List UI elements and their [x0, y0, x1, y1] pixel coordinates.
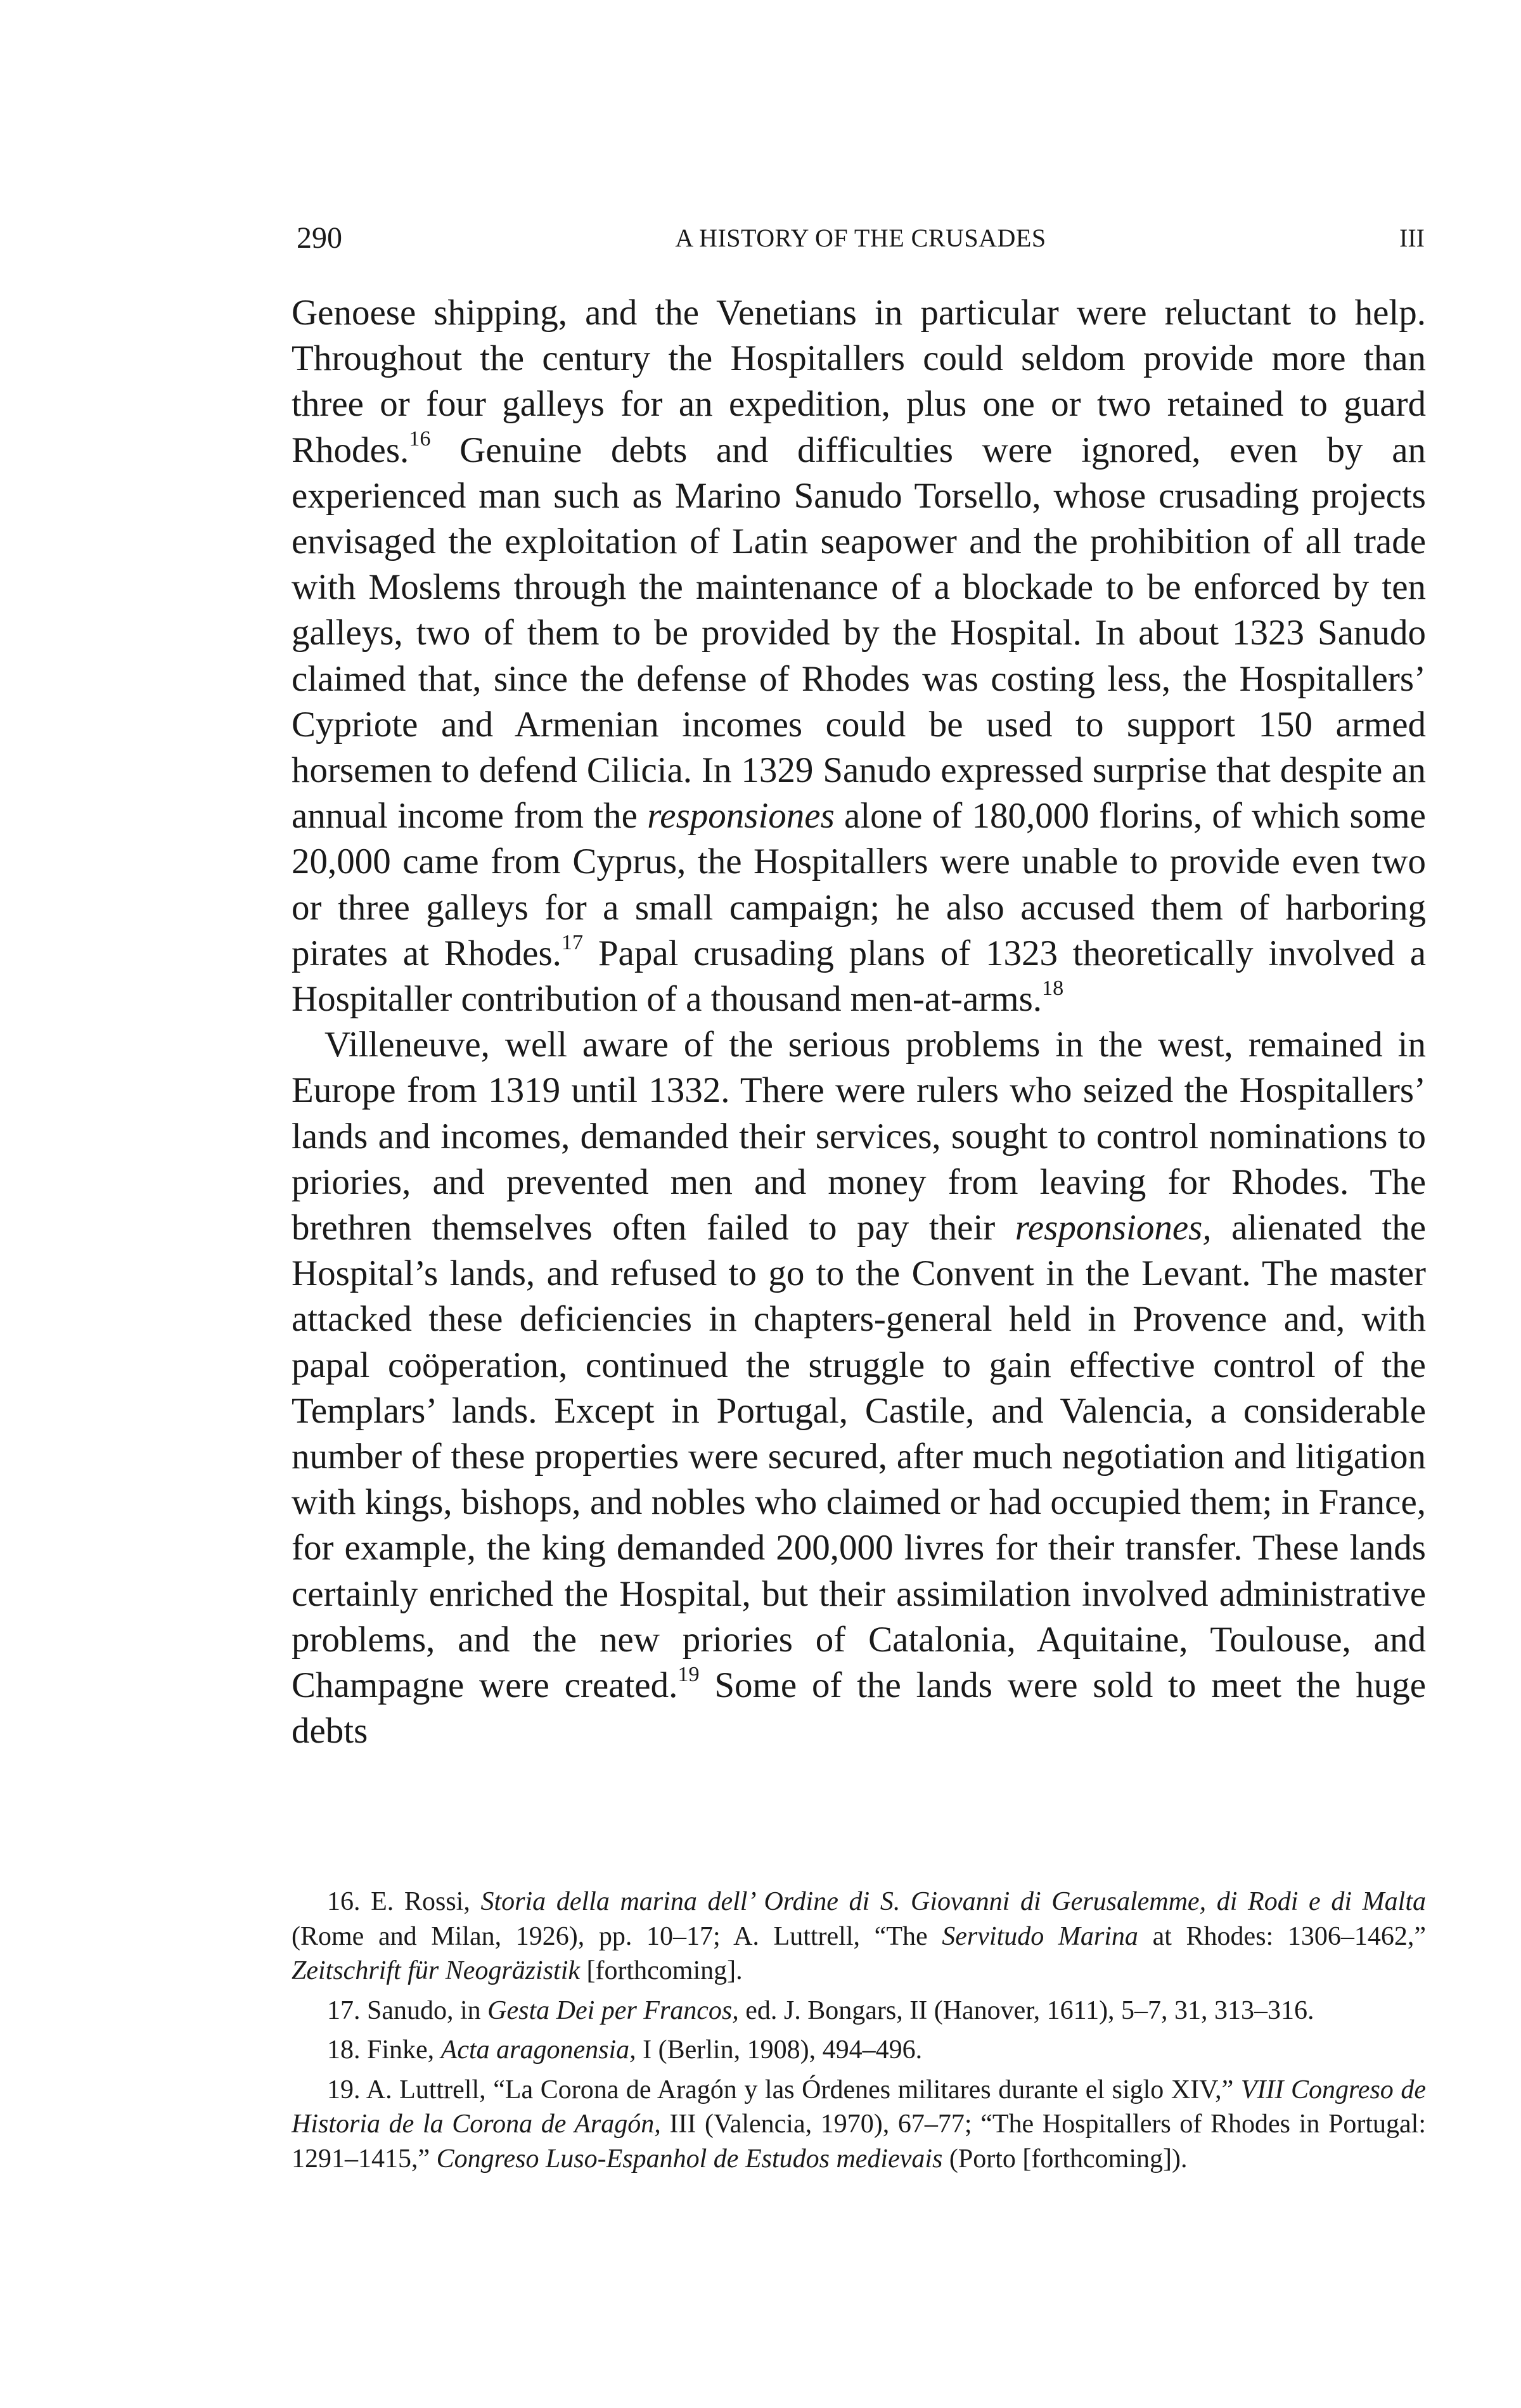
note-text: (Porto [forthcoming]).	[942, 2144, 1188, 2174]
note-text: I (Berlin, 1908), 494–496.	[636, 2035, 923, 2065]
italic-term: responsiones,	[1015, 1208, 1212, 1248]
note-title: Gesta Dei per Francos,	[487, 1995, 739, 2025]
volume-number: III	[1399, 224, 1425, 252]
note-text: 18. Finke,	[327, 2035, 441, 2065]
footnote-18	[292, 2033, 1426, 2068]
text-run: alone of 180,000 florins, of which some 20,000 came from Cyprus, the Hospitallers were unable to provide even two or three galleys for a small campaign; he also accused them of harboring pirates at Rhodes.	[292, 796, 1426, 973]
text-run: Genoese shipping, and the Venetians in particular were reluctant to help. Throughout the century the Hospitallers could seldom provide more than three or four galleys for an expedition, plus one or two retained to guard Rhodes.	[292, 293, 1426, 470]
note-title: Storia della marina dell’ Ordine di S. Giovanni di Gerusalemme, di Rodi e di Malta	[480, 1887, 1426, 1916]
text-run: Some of the lands were sold to meet the huge debts	[292, 1665, 1426, 1752]
footnotes	[292, 1885, 1426, 2181]
footnote-ref-17: 17	[561, 930, 584, 954]
footnote-17	[292, 1994, 1426, 2028]
note-text: ed. J. Bongars, II (Hanover, 1611), 5–7, 31, 313–316.	[738, 1995, 1314, 2025]
note-text: 19. A. Luttrell, “La Corona de Aragón y las Órdenes militares durante el siglo XIV,”	[327, 2075, 1241, 2104]
text-run: Papal crusading plans of 1323 theoretically involved a Hospitaller contribution of a thousand men-at-arms.	[292, 933, 1426, 1020]
note-title: Acta aragonensia,	[440, 2035, 636, 2065]
running-title: A HISTORY OF THE CRUSADES	[675, 224, 1046, 252]
text-run: Villeneuve, well aware of the serious problems in the west, remained in Europe from 1319 until 1332. There were rulers who seized the Hospitallers’ lands and incomes, demanded their services, sought to control nominations to priories, and prevented men and money from leaving for Rhodes. The brethren themselves often failed to pay their	[292, 1025, 1426, 1248]
paragraph-continued	[292, 290, 1426, 1022]
paragraph	[292, 1022, 1426, 1754]
note-text: III (Valencia, 1970), 67–77; “The Hospitallers of Rhodes in Portugal: 1291–1415,”	[292, 2110, 1426, 2174]
footnote-16	[292, 1885, 1426, 1989]
running-head	[297, 215, 1425, 261]
text-run: alienated the Hospital’s lands, and refused to go to the Convent in the Levant. The master attacked these deficiencies in chapters-general held in Provence and, with papal coöperation, continued the struggle to gain effective control of the Templars’ lands. Except in Portugal, Castile, and Valencia, a considerable number of these properties were secured, after much negotiation and litigation with kings, bishops, and nobles who claimed or had occupied them; in France, for example, the king demanded 200,000 livres for their transfer. These lands certainly enriched the Hospital, but their assimilation involved administrative problems, and the new priories of Catalonia, Aquitaine, Toulouse, and Champagne were created.	[292, 1208, 1426, 1706]
note-title: Zeitschrift für Neogräzistik	[292, 1956, 581, 1985]
note-text: (Rome and Milan, 1926), pp. 10–17; A. Luttrell, “The	[292, 1921, 942, 1951]
text-run: Genuine debts and difficulties were ignored, even by an experienced man such as Marino Sanudo Torsello, whose crusading projects envisaged the exploitation of Latin seapower and the prohibition of all trade with Moslems through the maintenance of a blockade to be enforced by ten galleys, two of them to be provided by the Hospital. In about 1323 Sanudo claimed that, since the defense of Rhodes was costing less, the Hospitallers’ Cypriote and Armenian incomes could be used to support 150 armed horsemen to defend Cilicia. In 1329 Sanudo expressed surprise that despite an annual income from the	[292, 430, 1426, 836]
footnote-ref-16: 16	[409, 427, 431, 451]
main-text	[292, 290, 1426, 1755]
note-title: Servitudo Marina	[942, 1921, 1138, 1951]
note-text: at Rhodes: 1306–1462,”	[1138, 1921, 1427, 1951]
note-title: VIII Congreso de Historia de la Corona de Aragón,	[292, 2075, 1427, 2139]
note-text: [forthcoming].	[580, 1956, 743, 1985]
footnote-19	[292, 2073, 1426, 2177]
page-number: 290	[297, 221, 342, 255]
note-text: 17. Sanudo, in	[327, 1995, 488, 2025]
footnote-ref-19: 19	[677, 1662, 700, 1686]
italic-term: responsiones	[647, 796, 835, 836]
note-title: Congreso Luso-Espanhol de Estudos medievais	[436, 2144, 943, 2174]
note-text: 16. E. Rossi,	[327, 1887, 481, 1916]
footnote-ref-18: 18	[1042, 976, 1064, 1000]
